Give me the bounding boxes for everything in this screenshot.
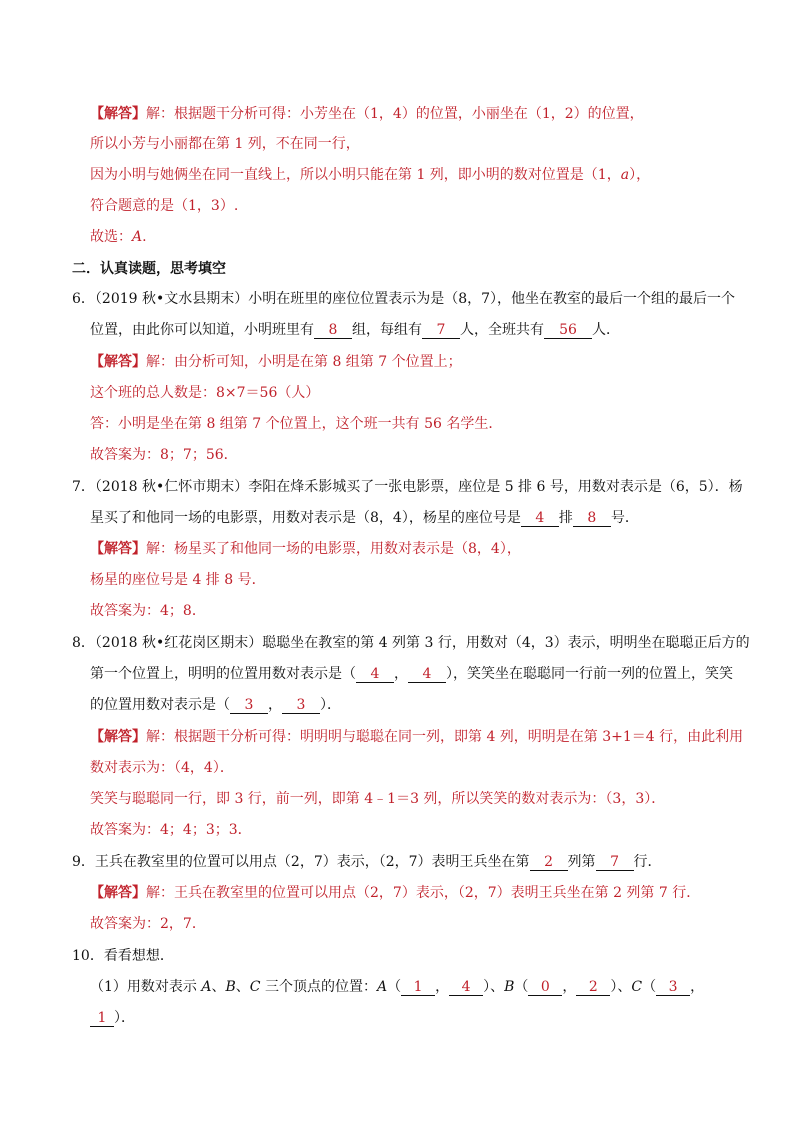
answer-tag: 【解答】 [90,106,146,122]
answer-line: 杨星的座位号是 4 排 8 号． [90,572,266,588]
answer-tag: 【解答】 [90,541,146,557]
question-text: ， [268,697,282,713]
answer-blank: 4 [521,511,559,527]
question-text: （ [387,979,402,995]
answer-line [90,540,521,558]
answer-text: 解：根据题干分析可得：小芳坐在（1，4）的位置，小丽坐在（1，2）的位置， [146,106,644,122]
answer-line [90,228,147,246]
question-text: 第一个位置上，明明的位置用数对表示是（ [90,666,356,682]
answer-line [90,166,650,184]
answer-line: 答：小明是坐在第 8 组第 7 个位置上，这个班一共有 56 名学生． [90,416,503,432]
answer-tag: 【解答】 [90,354,146,370]
question-text: 列第 [567,854,596,870]
answer-line [90,884,700,902]
question-text: （ [514,979,529,995]
answer-blank: 2 [530,855,568,871]
answer-text: . [142,229,147,245]
question-text: ）． [114,1010,135,1026]
question-text: 行． [633,854,662,870]
question-text: 号． [610,510,639,526]
question-text: 9．王兵在教室里的位置可以用点（2，7）表示，（2，7）表明王兵坐在第 [72,854,530,870]
question-text: （1）用数对表示 [90,979,202,995]
answer-text: 解：根据题干分析可得：明明明与聪聪在同一列，即第 4 列，明明是在第 3+1＝4 行，由此利用 [146,729,744,745]
answer-blank: 4 [356,667,394,683]
answer-blank: 4 [408,667,446,683]
answer-blank: 4 [449,980,483,996]
answer-line [90,728,743,746]
question-text [90,509,639,527]
question-text: 位置，由此你可以知道，小明班里有 [90,322,314,338]
answer-line: 笑笑与聪聪同一行，即 3 行，前一列，即第 4﹣1＝3 列，所以笑笑的数对表示为：（3，3）． [90,791,666,807]
answer-blank: 1 [401,980,435,996]
variable: A [132,229,143,245]
question-text: 三个顶点的位置： [260,979,377,995]
question-text: ， [690,979,705,995]
variable: A [201,979,212,995]
question-text: 组，每组有 [352,322,422,338]
answer-blank: 7 [422,323,460,339]
answer-blank: 0 [528,980,562,996]
answer-blank: 3 [656,980,690,996]
answer-line [90,105,644,123]
question-text: ）、 [483,979,505,995]
question-text: 的位置用数对表示是（ [90,697,230,713]
answer-tag: 【解答】 [90,729,146,745]
question-text: ）、 [610,979,632,995]
question-text: 7．（2018 秋•仁怀市期末）李阳在烽禾影城买了一张电影票，座位是 5 排 6 号，用数对表示是（6，5）．杨 [72,479,743,495]
answer-blank: 3 [282,698,320,714]
answer-blank: 3 [230,698,268,714]
question-text: 人，全班共有 [460,322,544,338]
question-text [90,321,620,339]
answer-line: 这个班的总人数是：8×7＝56（人） [90,385,320,401]
question-text: ， [394,666,408,682]
variable: C [249,979,261,995]
question-text: ），笑笑坐在聪聪同一行前一列的位置上，笑笑 [446,666,733,682]
question-text: 8．（2018 秋•红花岗区期末）聪聪坐在教室的第 4 列第 3 行，用数对（4，3）表示，明明坐在聪聪正后方的 [72,635,750,651]
answer-blank: 1 [90,1011,114,1027]
answer-line: 数对表示为：（4，4）． [90,760,234,776]
question-text: 星买了和他同一场的电影票，用数对表示是（8，4），杨星的座位号是 [90,510,521,526]
question-text [90,978,704,996]
variable: a [620,167,630,183]
question-text: 人． [592,322,620,338]
answer-text: 故选： [90,229,132,245]
answer-line: 符合题意的是（1，3）. [90,198,239,214]
question-text [90,1009,135,1027]
answer-line: 故答案为：2，7． [90,916,206,932]
answer-line: 故答案为：4；4；3；3． [90,822,252,838]
question-text: 10．看看想想． [72,948,174,964]
answer-line: 故答案为：4；8． [90,603,206,619]
variable: B [504,979,515,995]
answer-line: 故答案为：8；7；56． [90,447,238,463]
question-text: 6．（2019 秋•文水县期末）小明在班里的座位位置表示为是（8，7），他坐在教室的最后一个组的最后一个 [72,291,736,307]
question-text: 、 [235,979,250,995]
answer-text: 解：王兵在教室里的位置可以用点（2，7）表示，（2，7）表明王兵坐在第 2 列第 7 行． [146,885,701,901]
answer-line: 所以小芳与小丽都在第 1 列，不在同一行， [90,136,360,152]
answer-blank: 56 [544,323,592,339]
variable: B [225,979,236,995]
answer-blank: 8 [573,511,611,527]
question-text: （ [642,979,657,995]
question-text: ， [435,979,450,995]
answer-text: ）， [629,167,651,183]
question-text [72,853,662,871]
answer-blank: 8 [314,323,352,339]
answer-text: 解：杨星买了和他同一场的电影票，用数对表示是（8，4）， [146,541,521,557]
answer-text: 解：由分析可知，小明是在第 8 组第 7 个位置上； [146,354,462,370]
question-text: 、 [211,979,226,995]
answer-line [90,353,462,371]
answer-text: 因为小明与她俩坐在同一直线上，所以小明只能在第 1 列，即小明的数对位置是（1， [90,167,621,183]
question-text: ）． [320,697,341,713]
question-text: 排 [558,510,573,526]
question-text [90,665,733,683]
answer-tag: 【解答】 [90,885,146,901]
answer-blank: 2 [576,980,610,996]
variable: C [631,979,643,995]
answer-blank: 7 [596,855,634,871]
variable: A [376,979,388,995]
section-heading: 二．认真读题，思考填空 [72,261,226,277]
question-text [90,696,341,714]
question-text: ， [562,979,577,995]
